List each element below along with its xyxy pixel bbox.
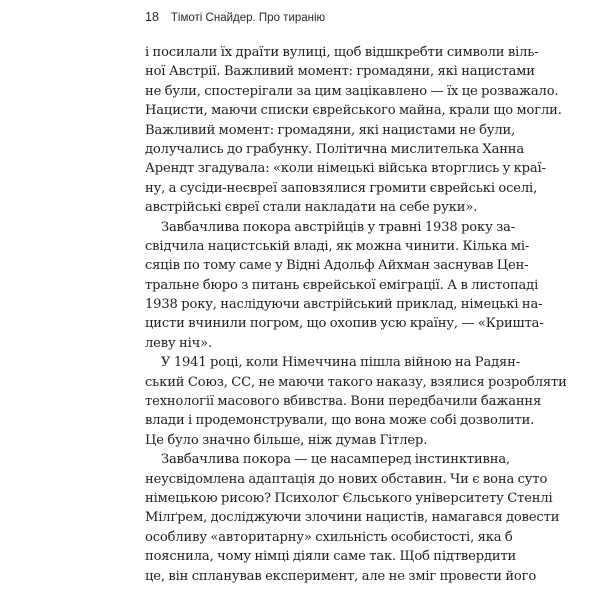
text-line: не були, спостерігали за цим зацікавлено — їх це розважало. <box>145 83 559 99</box>
text-line: ної Австрії. Важливий момент: громадяни, які нацистами <box>145 64 535 80</box>
text-line: особливу «авторитарну» схильність особистості, яка б <box>145 529 513 545</box>
text-line: технології масового вбивства. Вони передбачили бажання <box>145 394 542 410</box>
text-line: свідчила нацистській владі, як можна чинити. Кілька мі- <box>145 238 530 254</box>
text-line: неусвідомлена адаптація до нових обставин. Чи є вона суто <box>145 471 548 487</box>
text-line: Завбачлива покора — це насамперед інстинктивна, <box>161 452 510 468</box>
text-line: сяців по тому саме у Відні Адольф Айхман заснував Цен- <box>145 258 529 274</box>
text-line: австрійські євреї стали накладати на себе руки». <box>145 200 478 216</box>
text-line: Важливий момент: громадяни, які нацистами не були, <box>145 122 516 138</box>
text-line: пояснила, чому німці діяли саме так. Щоб підтвердити <box>145 549 517 565</box>
text-line: долучались до грабунку. Політична мислителька Ханна <box>145 141 525 157</box>
text-line: ський Союз, СС, не маючи такого наказу, взялися розробляти <box>145 374 567 390</box>
text-line: леву ніч». <box>145 335 213 351</box>
text-line: Нацисти, маючи списки єврейського майна, крали що могли. <box>145 103 562 119</box>
text-line: Це було значно більше, ніж думав Гітлер. <box>145 432 428 448</box>
text-line: тральне бюро з питань єврейської еміграції. А в листопаді <box>145 277 539 293</box>
running-title: Тімоті Снайдер. Про тиранію <box>170 12 326 24</box>
text-line: і посилали їх драїти вулиці, щоб відшкребти символи віль- <box>145 45 539 60</box>
text-line: цисти вчинили погром, що охопив усю країну, — «Кришта- <box>145 316 544 332</box>
text-line: 1938 року, наслідуючи австрійський приклад, німецькі на- <box>145 297 543 313</box>
page-number: 18 <box>145 10 159 24</box>
text-line: Завбачлива покора австрійців у травні 1938 року за- <box>161 219 516 235</box>
text-line: Арендт згадувала: «коли німецькі війська вторглись у краї- <box>145 161 546 177</box>
text-line: німецькою рисою? Психолог Єльського університету Стенлі <box>145 490 553 506</box>
text-line: це, він спланував експеримент, але не зміг провести його <box>145 568 537 584</box>
text-line: влади і продемонстрували, що вона може собі дозволити. <box>145 413 535 429</box>
body-text <box>145 43 567 586</box>
text-line: Мілґрем, досліджуючи злочини нацистів, намагався довести <box>145 510 560 526</box>
running-head <box>145 10 325 24</box>
text-line: ну, а сусіди-неєвреї заповзялися громити єврейські оселі, <box>145 180 538 196</box>
text-line: У 1941 році, коли Німеччина пішла війною на Радян- <box>161 355 520 371</box>
